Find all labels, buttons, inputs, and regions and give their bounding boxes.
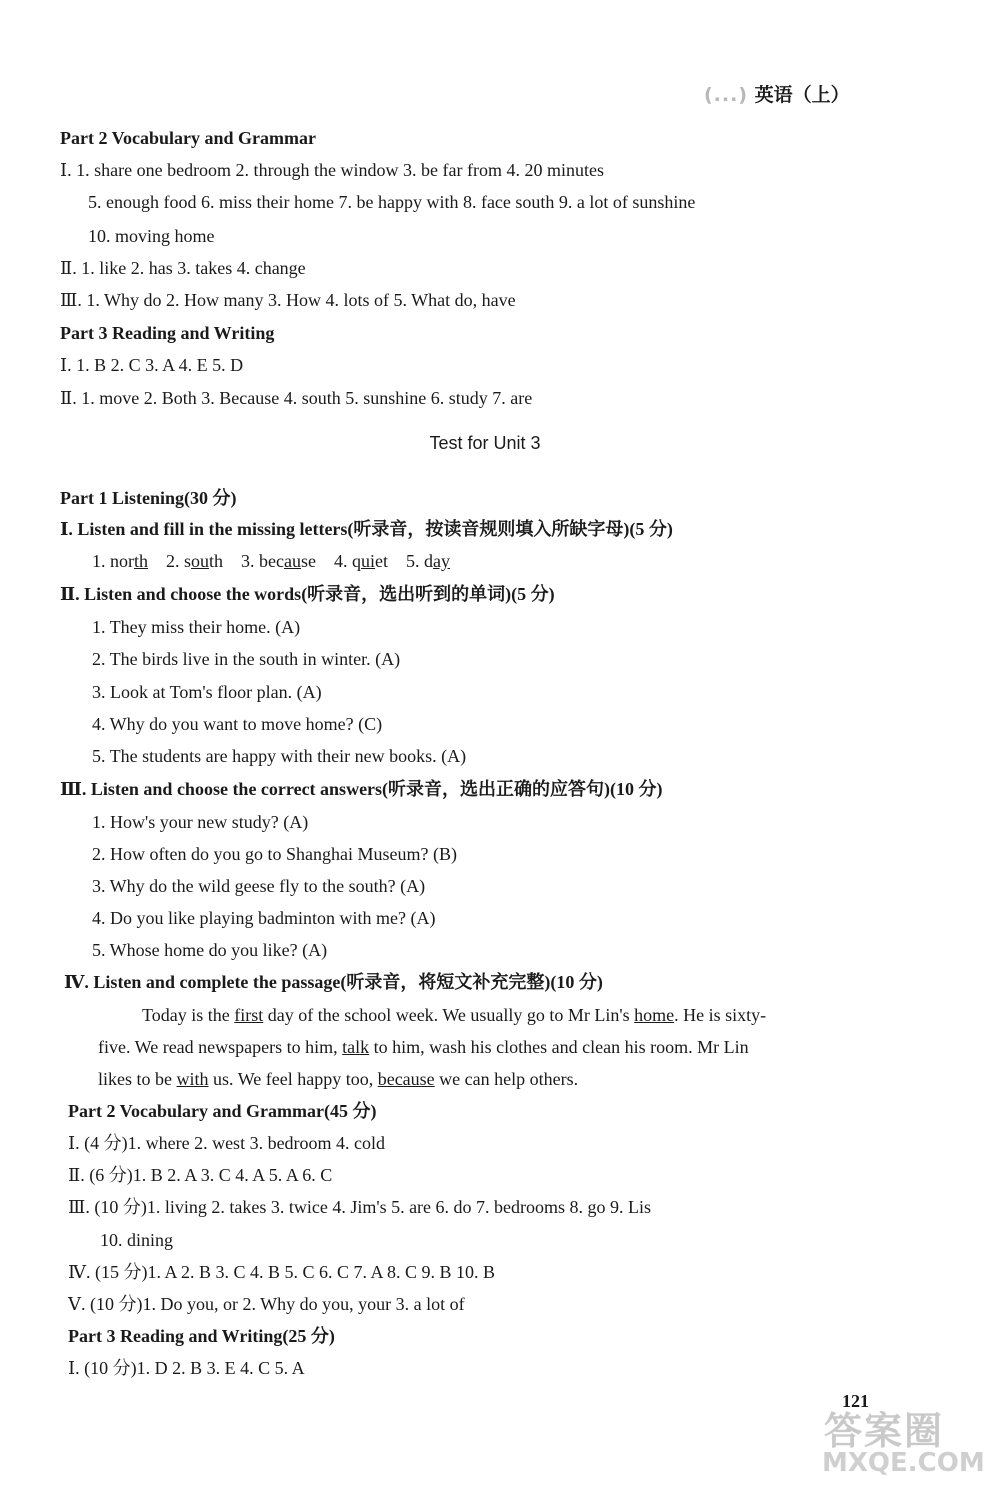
test-title: Test for Unit 3: [429, 433, 541, 453]
list-item: 5. Whose home do you like? (A): [92, 940, 328, 960]
prev-part2-title: Part 2 Vocabulary and Grammar: [60, 128, 316, 148]
vocab-V: Ⅴ. (10 分)1. Do you, or 2. Why do you, your 3. a lot of: [68, 1294, 465, 1314]
listening-III-title: Ⅲ. Listen and choose the correct answers(听录音，选出正确的应答句)(10 分): [60, 779, 663, 799]
passage-line-2: five. We read newspapers to him, talk to him, wash his clothes and clean his room. Mr Lin: [98, 1037, 749, 1057]
list-item: 4. Why do you want to move home? (C): [92, 714, 383, 734]
reading-I: Ⅰ. (10 分)1. D 2. B 3. E 4. C 5. A: [68, 1358, 305, 1378]
list-item: 2. How often do you go to Shanghai Museum? (B): [92, 844, 457, 864]
prev-p2-I-line2: 5. enough food 6. miss their home 7. be happy with 8. face south 9. a lot of sunshine: [88, 192, 696, 212]
list-item: 4. Do you like playing badminton with me? (A): [92, 908, 436, 928]
listening-I-title: Ⅰ. Listen and fill in the missing letters(听录音，按读音规则填入所缺字母)(5 分): [60, 519, 673, 539]
vocab-III-line1: Ⅲ. (10 分)1. living 2. takes 3. twice 4. Jim's 5. are 6. do 7. bedrooms 8. go 9. Lis: [68, 1197, 652, 1217]
prev-p3-I: Ⅰ. 1. B 2. C 3. A 4. E 5. D: [60, 355, 244, 375]
prev-part3-title: Part 3 Reading and Writing: [60, 323, 275, 343]
list-item: 3. Why do the wild geese fly to the south? (A): [92, 876, 426, 896]
watermark-en: MXQE.COM: [822, 1448, 985, 1478]
vocab-III-line2: 10. dining: [100, 1230, 174, 1250]
part3-title: Part 3 Reading and Writing(25 分): [68, 1326, 335, 1346]
part2-title: Part 2 Vocabulary and Grammar(45 分): [68, 1101, 377, 1121]
prev-p2-II: Ⅱ. 1. like 2. has 3. takes 4. change: [60, 258, 306, 278]
vocab-II: Ⅱ. (6 分)1. B 2. A 3. C 4. A 5. A 6. C: [68, 1165, 333, 1185]
page-header: [704, 80, 850, 107]
header-decoration: (...): [704, 84, 749, 106]
passage-line-1: Today is the first day of the school week. We usually go to Mr Lin's home. He is sixty-: [142, 1005, 767, 1025]
list-item: 1. They miss their home. (A): [92, 617, 301, 637]
prev-p3-II: Ⅱ. 1. move 2. Both 3. Because 4. south 5. sunshine 6. study 7. are: [60, 388, 533, 408]
list-item: 3. Look at Tom's floor plan. (A): [92, 682, 322, 702]
prev-p2-III: Ⅲ. 1. Why do 2. How many 3. How 4. lots of 5. What do, have: [60, 290, 516, 310]
passage-line-3: likes to be with us. We feel happy too, because we can help others.: [98, 1069, 579, 1089]
listening-IV-title: Ⅳ. Listen and complete the passage(听录音，将短文补充完整)(10 分): [64, 972, 603, 992]
header-subject: 英语（上）: [754, 84, 850, 106]
page-number: 121: [842, 1391, 869, 1411]
prev-p2-I-line3: 10. moving home: [88, 226, 215, 246]
list-item: 5. The students are happy with their new books. (A): [92, 746, 467, 766]
list-item: 2. The birds live in the south in winter. (A): [92, 649, 401, 669]
listening-I-answers: 1. north 2. south 3. because 4. quiet 5. day: [92, 551, 451, 571]
list-item: 1. How's your new study? (A): [92, 812, 309, 832]
watermark-logo: [812, 1400, 992, 1484]
vocab-IV: Ⅳ. (15 分)1. A 2. B 3. C 4. B 5. C 6. C 7. A 8. C 9. B 10. B: [68, 1262, 496, 1282]
vocab-I: Ⅰ. (4 分)1. where 2. west 3. bedroom 4. cold: [68, 1133, 386, 1153]
prev-p2-I-line1: Ⅰ. 1. share one bedroom 2. through the window 3. be far from 4. 20 minutes: [60, 160, 604, 180]
watermark-cn: 答案圈: [824, 1409, 945, 1453]
listening-II-title: Ⅱ. Listen and choose the words(听录音，选出听到的单词)(5 分): [60, 584, 555, 604]
part1-title: Part 1 Listening(30 分): [60, 488, 237, 508]
